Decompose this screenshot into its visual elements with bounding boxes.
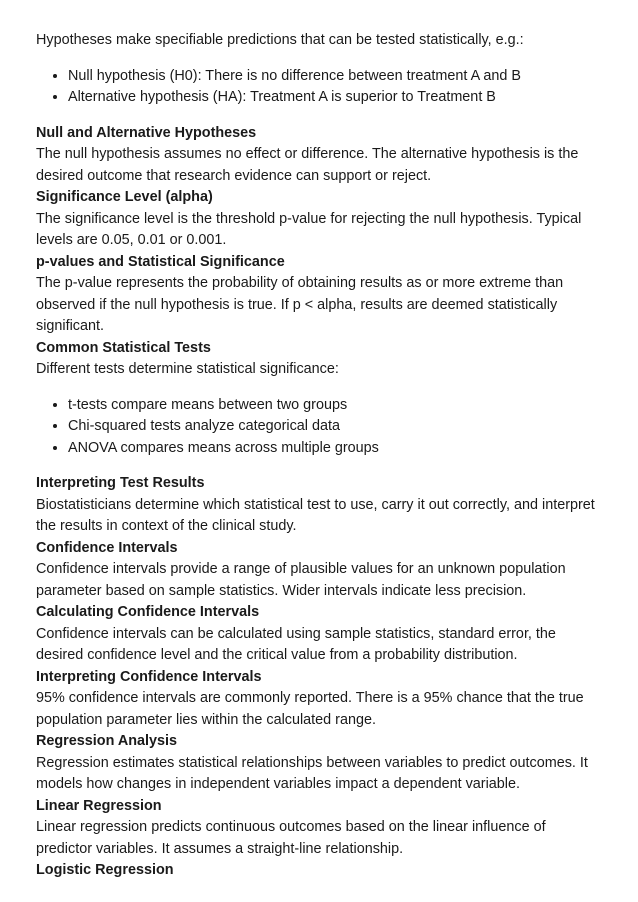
section-heading: Confidence Intervals <box>36 539 178 556</box>
section-heading: Common Statistical Tests <box>36 339 211 356</box>
list-item: • Null hypothesis (H0): There is no difference between treatment A and B <box>68 66 602 88</box>
section-heading: Calculating Confidence Intervals <box>36 604 260 620</box>
section-body: The null hypothesis assumes no effect or difference. The alternative hypothesis is the desired outcome that research evidence can support or reject. <box>36 146 579 184</box>
section-heading: Significance Level (alpha) <box>36 189 213 205</box>
list-item: • Chi-squared tests analyze categorical data <box>68 416 602 438</box>
section-body: Confidence intervals can be calculated using sample statistics, standard error, the desired confidence level and the critical value from a probability distribution. <box>36 625 556 663</box>
section-heading: Linear Regression <box>36 797 162 814</box>
section-heading: Interpreting Test Results <box>36 475 205 491</box>
section-body: 95% confidence intervals are commonly reported. There is a 95% chance that the true population parameter lies within the calculated range. <box>36 690 584 728</box>
section-body: The significance level is the threshold p-value for rejecting the null hypothesis. Typical levels are 0.05, 0.01 or 0.001. <box>36 210 582 248</box>
section-heading: p-values and Statistical Significance <box>36 253 285 270</box>
section-heading: Logistic Regression <box>36 862 174 878</box>
section-body: Regression estimates statistical relationships between variables to predict outcomes. It models how changes in independent variables impact a dependent variable. <box>36 754 588 792</box>
section-heading: Interpreting Confidence Intervals <box>36 668 262 685</box>
intro-paragraph: Hypotheses make specifiable predictions that can be tested statistically, e.g.: <box>36 32 524 48</box>
hypotheses-list <box>36 66 602 109</box>
section-body: Biostatisticians determine which statistical test to use, carry it out correctly, and interpret the results in context of the clinical study. <box>36 496 595 534</box>
section-body: Confidence intervals provide a range of plausible values for an unknown population parameter based on sample statistics. Wider intervals indicate less precision. <box>36 561 566 599</box>
statistical-tests-list <box>36 395 602 460</box>
section-body: The p-value represents the probability of obtaining results as or more extreme than observed if the null hypothesis is true. If p < alpha, results are deemed statistically significant. <box>36 275 564 334</box>
section-body: Different tests determine statistical significance: <box>36 361 339 377</box>
section-heading: Regression Analysis <box>36 733 178 749</box>
list-item: • Alternative hypothesis (HA): Treatment A is superior to Treatment B <box>68 87 602 109</box>
section-body: Linear regression predicts continuous outcomes based on the linear influence of predictor variables. It assumes a straight-line relationship. <box>36 819 546 857</box>
list-item: • t-tests compare means between two groups <box>68 395 602 417</box>
section-heading: Null and Alternative Hypotheses <box>36 124 257 141</box>
list-item: • ANOVA compares means across multiple groups <box>68 438 602 460</box>
